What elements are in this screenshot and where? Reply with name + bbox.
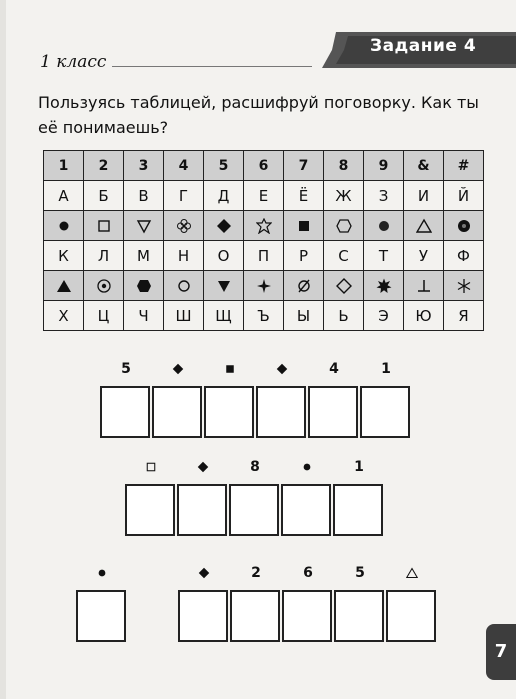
table-cell: Т (364, 241, 404, 271)
table-cell: Э (364, 301, 404, 331)
table-cell: А (44, 181, 84, 211)
answer-box[interactable] (256, 386, 306, 438)
snowflake-icon (444, 271, 484, 301)
table-cell: П (244, 241, 284, 271)
grade-label: 1 класс (40, 52, 107, 72)
diamond-icon (204, 211, 244, 241)
page-edge (0, 0, 6, 699)
triangle-up-filled-icon (56, 278, 72, 294)
table-cell: 8 (324, 151, 364, 181)
dot-icon (44, 211, 84, 241)
triangle-down-icon (124, 211, 164, 241)
table-cell: Ы (284, 301, 324, 331)
answer-box[interactable] (308, 386, 358, 438)
hint-number: 1 (354, 459, 364, 475)
dot-icon (281, 458, 333, 476)
cross-star-icon (256, 278, 272, 294)
table-cell: Х (44, 301, 84, 331)
hexagon-outline-icon (336, 218, 352, 234)
answer-box[interactable] (177, 484, 227, 536)
table-cell: Л (84, 241, 124, 271)
flower-icon (444, 211, 484, 241)
task-banner (322, 30, 516, 70)
table-cell: 6 (244, 151, 284, 181)
square-filled-icon (296, 218, 312, 234)
table-cell: Ё (284, 181, 324, 211)
square-icon (84, 211, 124, 241)
table-row-letters-2 (44, 241, 484, 271)
cipher-table (43, 150, 484, 331)
star-burst-icon (364, 271, 404, 301)
table-cell: О (204, 241, 244, 271)
table-cell: Щ (204, 301, 244, 331)
answer-box[interactable] (334, 590, 384, 642)
table-cell: 1 (44, 151, 84, 181)
grade-underline (112, 66, 312, 67)
answer-box[interactable] (230, 590, 280, 642)
triangle-down-icon (136, 218, 152, 234)
circle-filled-icon (364, 211, 404, 241)
table-cell: 3 (124, 151, 164, 181)
answer-box[interactable] (386, 590, 436, 642)
answer-box[interactable] (178, 590, 228, 642)
flower-icon (456, 218, 472, 234)
table-cell: Е (244, 181, 284, 211)
diamond-outline-icon (324, 271, 364, 301)
square-filled-icon (204, 360, 256, 378)
hexagon-filled-icon (124, 271, 164, 301)
table-cell: Г (164, 181, 204, 211)
snowflake-icon (456, 278, 472, 294)
table-cell: Й (444, 181, 484, 211)
table-cell: 5 (204, 151, 244, 181)
answer-box[interactable] (282, 590, 332, 642)
table-cell: Р (284, 241, 324, 271)
hint-number: 5 (121, 361, 131, 377)
table-cell: К (44, 241, 84, 271)
perpendicular-icon (404, 271, 444, 301)
table-cell: М (124, 241, 164, 271)
answer-box[interactable] (100, 386, 150, 438)
puzzle-row-3 (76, 564, 456, 644)
table-row-letters-1 (44, 181, 484, 211)
task-title: Задание 4 (370, 36, 477, 56)
table-cell: З (364, 181, 404, 211)
puzzle-row-2 (125, 458, 395, 538)
triangle-up-icon (386, 564, 438, 582)
star-burst-icon (376, 278, 392, 294)
diamond-icon (152, 360, 204, 378)
diamond-icon (216, 218, 232, 234)
table-cell: 7 (284, 151, 324, 181)
hexagon-filled-icon (136, 278, 152, 294)
table-cell: В (124, 181, 164, 211)
table-cell: Ь (324, 301, 364, 331)
table-cell: Д (204, 181, 244, 211)
diamond-icon (256, 360, 308, 378)
circle-outline-icon (176, 278, 192, 294)
empty-set-icon (284, 271, 324, 301)
diamond-outline-icon (336, 278, 352, 294)
table-row-symbols-2 (44, 271, 484, 301)
hint-number: 8 (250, 459, 260, 475)
answer-box[interactable] (281, 484, 331, 536)
page-number: 7 (486, 624, 516, 680)
table-cell: Ч (124, 301, 164, 331)
answer-box[interactable] (76, 590, 126, 642)
target-icon (96, 278, 112, 294)
table-cell: 4 (164, 151, 204, 181)
answer-box[interactable] (333, 484, 383, 536)
circle-outline-icon (164, 271, 204, 301)
square-icon (125, 458, 177, 476)
table-cell: Ф (444, 241, 484, 271)
cross-star-icon (244, 271, 284, 301)
square-icon (96, 218, 112, 234)
perpendicular-icon (416, 278, 432, 294)
answer-box[interactable] (229, 484, 279, 536)
clover-icon (176, 218, 192, 234)
table-cell: Ж (324, 181, 364, 211)
table-cell: Б (84, 181, 124, 211)
triangle-down-filled-icon (204, 271, 244, 301)
table-row-numbers (44, 151, 484, 181)
square-filled-icon (284, 211, 324, 241)
star-outline-icon (256, 218, 272, 234)
triangle-up-icon (416, 218, 432, 234)
hint-number: 2 (251, 565, 261, 581)
table-cell: У (404, 241, 444, 271)
diamond-icon (177, 458, 229, 476)
dot-icon (56, 218, 72, 234)
empty-set-icon (296, 278, 312, 294)
table-cell: Ц (84, 301, 124, 331)
puzzle-row-1 (100, 360, 420, 440)
table-cell: Н (164, 241, 204, 271)
hint-number: 4 (329, 361, 339, 377)
diamond-icon (178, 564, 230, 582)
table-cell: 2 (84, 151, 124, 181)
table-cell: С (324, 241, 364, 271)
triangle-up-filled-icon (44, 271, 84, 301)
table-cell: # (444, 151, 484, 181)
table-row-symbols-1 (44, 211, 484, 241)
hint-number: 6 (303, 565, 313, 581)
clover-icon (164, 211, 204, 241)
answer-box[interactable] (125, 484, 175, 536)
table-cell: Ъ (244, 301, 284, 331)
table-cell: Я (444, 301, 484, 331)
table-cell: И (404, 181, 444, 211)
triangle-up-icon (404, 211, 444, 241)
table-row-letters-3 (44, 301, 484, 331)
star-outline-icon (244, 211, 284, 241)
hexagon-outline-icon (324, 211, 364, 241)
circle-filled-icon (376, 218, 392, 234)
triangle-down-filled-icon (216, 278, 232, 294)
answer-box[interactable] (360, 386, 410, 438)
answer-box[interactable] (204, 386, 254, 438)
dot-icon (76, 564, 128, 582)
hint-number: 5 (355, 565, 365, 581)
answer-box[interactable] (152, 386, 202, 438)
table-cell: Ю (404, 301, 444, 331)
target-icon (84, 271, 124, 301)
table-cell: 9 (364, 151, 404, 181)
table-cell: Ш (164, 301, 204, 331)
instruction-text: Пользуясь таблицей, расшифруй поговорку. Как ты её понимаешь? (38, 93, 479, 137)
hint-number: 1 (381, 361, 391, 377)
table-cell: & (404, 151, 444, 181)
